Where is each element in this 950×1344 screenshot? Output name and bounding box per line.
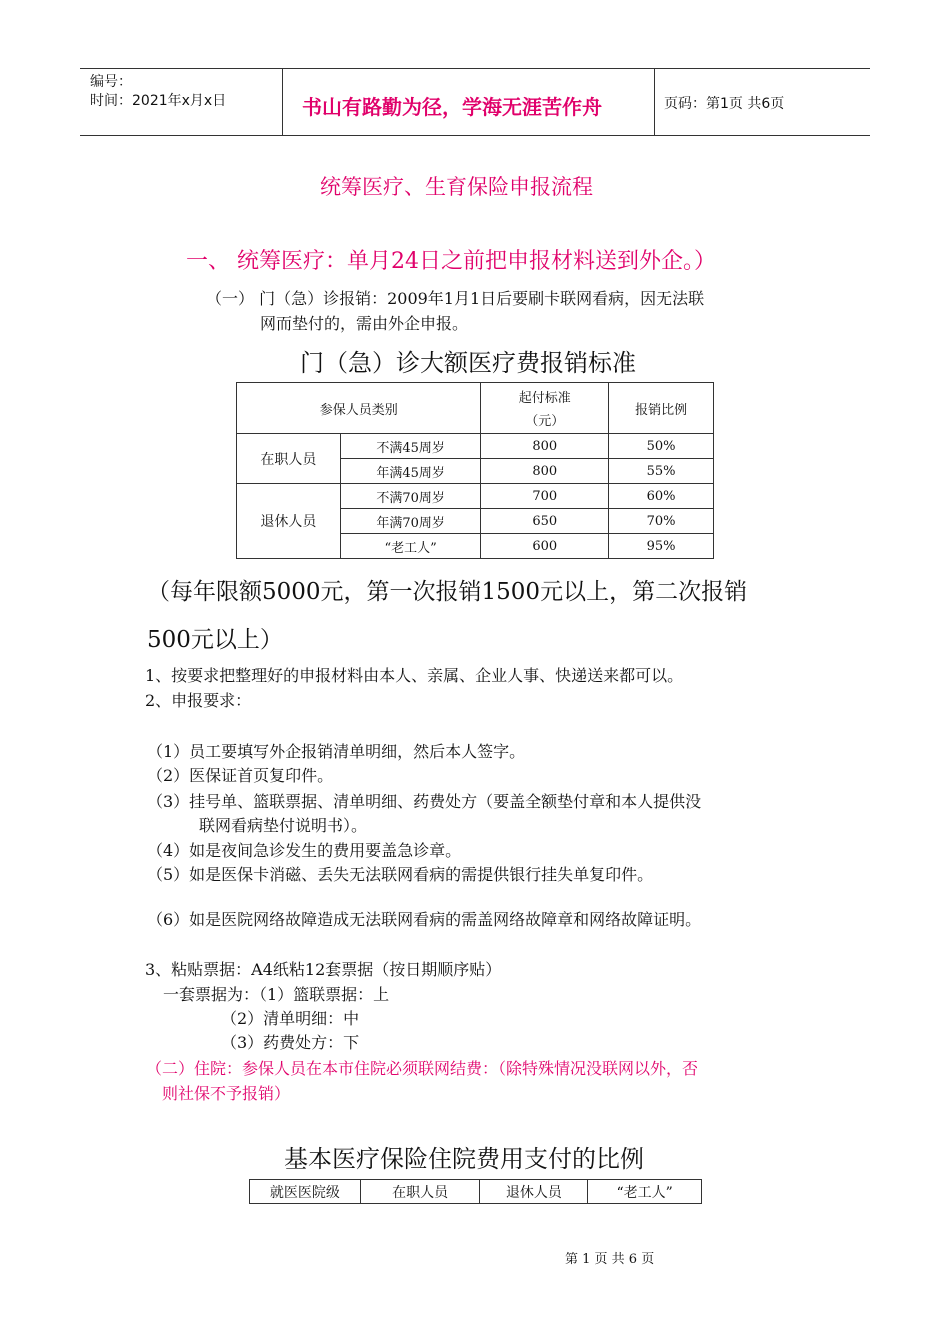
section1-sub-line1: （一） 门（急）诊报销：2009年1月1日后要刷卡联网看病，因无法联 bbox=[206, 289, 705, 308]
row-ratio: 55% bbox=[609, 459, 714, 484]
header-divider-left bbox=[282, 68, 283, 136]
row-ratio: 70% bbox=[609, 509, 714, 534]
header-hospital-level: 就医医院级 bbox=[250, 1180, 361, 1204]
requirement-5: （5）如是医保卡消磁、丢失无法联网看病的需提供银行挂失单复印件。 bbox=[147, 865, 654, 884]
section1-heading: 一、 统筹医疗：单月24日之前把申报材料送到外企。） bbox=[186, 249, 716, 274]
header-top-rule bbox=[80, 68, 870, 69]
header-time-label: 时间：2021年x月x日 bbox=[90, 93, 227, 109]
row-threshold: 650 bbox=[481, 509, 609, 534]
header-category: 参保人员类别 bbox=[237, 383, 481, 434]
table1-title: 门（急）诊大额医疗费报销标准 bbox=[300, 349, 636, 377]
row-sub: “老工人” bbox=[340, 534, 481, 559]
requirement-2: （2）医保证首页复印件。 bbox=[147, 766, 334, 785]
limit-note-line1: （每年限额5000元，第一次报销1500元以上，第二次报销 bbox=[147, 579, 748, 605]
document-title: 统筹医疗、生育保险申报流程 bbox=[320, 175, 593, 199]
step-1: 1、按要求把整理好的申报材料由本人、亲属、企业人事、快递送来都可以。 bbox=[145, 666, 684, 685]
inpatient-table bbox=[249, 1179, 702, 1204]
group-label-retired: 退休人员 bbox=[237, 484, 341, 559]
header-employed: 在职人员 bbox=[360, 1180, 480, 1204]
row-ratio: 60% bbox=[609, 484, 714, 509]
step-3-item-b: （2）清单明细：中 bbox=[221, 1009, 360, 1028]
header-old-worker: “老工人” bbox=[588, 1180, 702, 1204]
header-threshold-line1: 起付标准 bbox=[518, 391, 571, 406]
header-retired: 退休人员 bbox=[480, 1180, 588, 1204]
row-ratio: 50% bbox=[609, 434, 714, 459]
header-threshold bbox=[481, 383, 609, 434]
header-motto: 书山有路勤为径，学海无涯苦作舟 bbox=[302, 95, 602, 119]
step-3-item-c: （3）药费处方：下 bbox=[221, 1033, 360, 1052]
requirement-3-line2: 联网看病垫付说明书）。 bbox=[199, 816, 368, 835]
row-sub: 不满70周岁 bbox=[340, 484, 481, 509]
header-bottom-rule bbox=[80, 135, 870, 136]
step-3: 3、粘贴票据：A4纸粘12套票据（按日期顺序贴） bbox=[145, 960, 502, 979]
page-footer: 第 1 页 共 6 页 bbox=[565, 1252, 655, 1267]
reimbursement-table bbox=[236, 382, 714, 559]
table-header-row bbox=[237, 383, 714, 434]
requirement-3-line1: （3）挂号单、篮联票据、清单明细、药费处方（要盖全额垫付章和本人提供没 bbox=[147, 792, 702, 811]
row-threshold: 700 bbox=[481, 484, 609, 509]
requirement-6: （6）如是医院网络故障造成无法联网看病的需盖网络故障章和网络故障证明。 bbox=[147, 910, 702, 929]
row-threshold: 600 bbox=[481, 534, 609, 559]
row-sub: 年满70周岁 bbox=[340, 509, 481, 534]
section2-line2: 则社保不予报销） bbox=[162, 1084, 291, 1103]
row-threshold: 800 bbox=[481, 434, 609, 459]
row-sub: 不满45周岁 bbox=[340, 434, 481, 459]
header-number-label: 编号： bbox=[90, 74, 132, 90]
table2-title: 基本医疗保险住院费用支付的比例 bbox=[284, 1145, 644, 1173]
table-header-row bbox=[250, 1180, 702, 1204]
requirement-1: （1）员工要填写外企报销清单明细，然后本人签字。 bbox=[147, 742, 526, 761]
header-threshold-line2: （元） bbox=[525, 414, 565, 429]
header-divider-right bbox=[654, 68, 655, 136]
limit-note-line2: 500元以上） bbox=[147, 627, 283, 653]
header-ratio: 报销比例 bbox=[609, 383, 714, 434]
row-threshold: 800 bbox=[481, 459, 609, 484]
section2-line1: （二）住院：参保人员在本市住院必须联网结费：（除特殊情况没联网以外，否 bbox=[146, 1059, 699, 1078]
step-3-item-a: 一套票据为：（1）篮联票据：上 bbox=[163, 985, 390, 1004]
section1-sub-line2: 网而垫付的，需由外企申报。 bbox=[260, 314, 469, 333]
requirement-4: （4）如是夜间急诊发生的费用要盖急诊章。 bbox=[147, 841, 462, 860]
row-ratio: 95% bbox=[609, 534, 714, 559]
header-page-info: 页码：第1页 共6页 bbox=[664, 96, 785, 112]
row-sub: 年满45周岁 bbox=[340, 459, 481, 484]
group-label-employed: 在职人员 bbox=[237, 434, 341, 484]
table-row bbox=[237, 484, 714, 509]
table-row bbox=[237, 434, 714, 459]
step-2: 2、申报要求： bbox=[145, 691, 252, 710]
